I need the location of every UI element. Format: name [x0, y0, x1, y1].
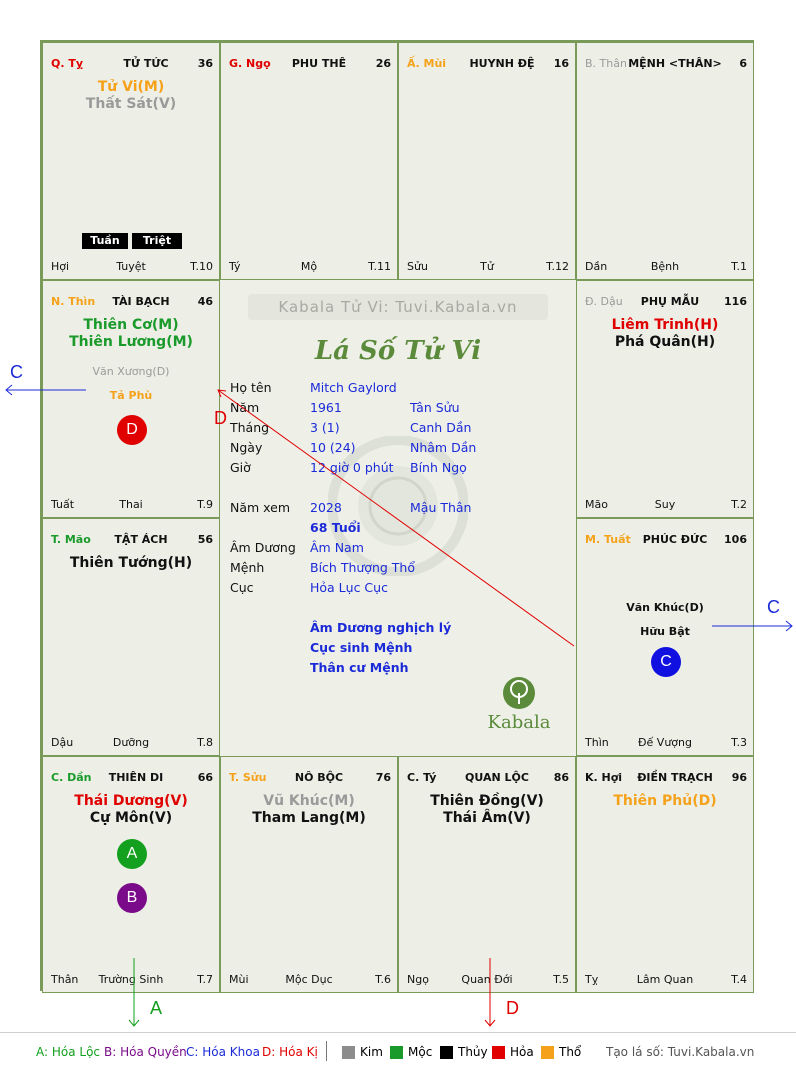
palace-name: QUAN LỘC	[465, 771, 529, 784]
star: Thiên Đồng(V)	[430, 793, 544, 809]
chart-title: Lá Số Tử Vi	[314, 336, 482, 366]
label: Giờ	[230, 460, 251, 475]
legend-hoa-loc: A: Hóa Lộc	[36, 1045, 101, 1059]
life-stage: Dưỡng	[112, 736, 150, 749]
cycle-branch: Thìn	[585, 736, 609, 749]
branch-label: G. Ngọ	[229, 57, 271, 70]
value-can-chi: Tân Sửu	[410, 400, 460, 415]
legend-bar	[0, 1032, 796, 1069]
star: Tham Lang(M)	[252, 810, 366, 826]
palace-name: ĐIỀN TRẠCH	[637, 771, 713, 784]
life-stage: Mộc Dục	[285, 973, 333, 986]
life-stage: Bệnh	[650, 260, 680, 273]
month: T.3	[731, 736, 747, 749]
tho-swatch	[541, 1046, 554, 1059]
legend-divider	[326, 1041, 327, 1061]
arrow-label-bottom-left: A	[150, 998, 163, 1018]
age-text: 68 Tuổi	[310, 520, 361, 535]
palace-name: THIÊN DI	[108, 771, 164, 784]
legend-kim: Kim	[360, 1045, 383, 1059]
value-can-chi: Mậu Thân	[410, 500, 472, 515]
thuy-swatch	[440, 1046, 453, 1059]
palace-name: TÀI BẠCH	[112, 295, 170, 308]
site-watermark: Kabala Tử Vi: Tuvi.Kabala.vn	[248, 294, 548, 320]
cycle-branch: Mão	[585, 498, 608, 511]
hoa-loc-marker: A	[117, 839, 147, 869]
branch-label: M. Tuất	[585, 533, 631, 546]
star: Thiên Lương(M)	[69, 334, 193, 350]
hoa-swatch	[492, 1046, 505, 1059]
life-stage: Tuyệt	[116, 260, 146, 273]
value-can-chi: Bính Ngọ	[410, 460, 467, 475]
legend-hoa: Hỏa	[510, 1045, 534, 1059]
month: T.10	[190, 260, 213, 273]
minor-star: Văn Khúc(D)	[626, 601, 704, 614]
legend-moc: Mộc	[408, 1045, 433, 1059]
age: 116	[724, 295, 747, 308]
value: 1961	[310, 400, 342, 415]
branch-label: Q. Tỵ	[51, 57, 84, 70]
age: 26	[375, 57, 391, 70]
star: Thất Sát(V)	[85, 96, 177, 112]
hoa-khoa-marker: C	[651, 647, 681, 677]
life-stage: Đế Vượng	[638, 736, 692, 749]
life-stage: Mộ	[300, 260, 318, 273]
age: 36	[197, 57, 213, 70]
age: 76	[375, 771, 391, 784]
month: T.2	[731, 498, 747, 511]
value: 12 giờ 0 phút	[310, 460, 394, 475]
life-stage: Tử	[480, 260, 494, 273]
star: Phá Quân(H)	[614, 334, 716, 350]
age: 6	[739, 57, 747, 70]
life-stage: Lâm Quan	[636, 973, 694, 986]
star: Vũ Khúc(M)	[263, 793, 355, 809]
branch-label: Đ. Dậu	[585, 295, 623, 308]
label: Mệnh	[230, 560, 265, 575]
arrow-label-left: C	[10, 362, 23, 382]
branch-label: C. Dần	[51, 771, 92, 784]
kim-swatch	[342, 1046, 355, 1059]
age: 66	[197, 771, 213, 784]
palace-name: TẬT ÁCH	[114, 533, 168, 546]
legend-hoa-quyen: B: Hóa Quyền	[104, 1045, 187, 1059]
life-stage: Suy	[654, 498, 676, 511]
cycle-branch: Tuất	[51, 498, 75, 511]
palace-name: MỆNH <THÂN>	[628, 57, 722, 70]
branch-label: N. Thìn	[51, 295, 96, 308]
minor-star: Tả Phù	[109, 389, 153, 402]
label: Âm Dương	[230, 540, 296, 555]
star: Thiên Cơ(M)	[83, 317, 179, 333]
branch-label: Ấ. Mùi	[407, 57, 447, 70]
cycle-branch: Dần	[585, 260, 608, 273]
legend-tho: Thổ	[559, 1045, 582, 1059]
value: 2028	[310, 500, 342, 515]
age: 86	[553, 771, 569, 784]
kabala-logo-text: Kabala	[487, 712, 551, 733]
star: Thái Âm(V)	[443, 810, 531, 826]
cycle-branch: Hợi	[51, 260, 70, 273]
month: T.6	[375, 973, 391, 986]
month: T.9	[197, 498, 213, 511]
value-can-chi: Canh Dần	[410, 420, 472, 435]
label: Ngày	[230, 440, 263, 455]
tuan-tag: Tuần	[82, 233, 128, 249]
life-stage: Quan Đới	[461, 973, 513, 986]
triet-tag: Triệt	[132, 233, 182, 249]
arrow-label-right: C	[767, 597, 780, 617]
palace-name: PHU THÊ	[291, 57, 347, 70]
value: Âm Nam	[310, 540, 364, 555]
hoa-quyen-marker: B	[117, 883, 147, 913]
branch-label: T. Sửu	[229, 771, 267, 784]
label: Họ tên	[230, 380, 272, 395]
star: Thiên Tướng(H)	[69, 555, 193, 571]
palace-name: PHÚC ĐỨC	[642, 533, 708, 546]
hoa-ki-marker: D	[117, 415, 147, 445]
note: Âm Dương nghịch lý	[310, 620, 452, 635]
star: Liêm Trinh(H)	[611, 317, 719, 333]
cycle-branch: Sửu	[407, 260, 428, 273]
legend-hoa-khoa: C: Hóa Khoa	[186, 1045, 260, 1059]
month: T.11	[368, 260, 391, 273]
star: Cự Môn(V)	[89, 810, 173, 826]
star: Thiên Phủ(D)	[613, 793, 717, 809]
palace-name: TỬ TỨC	[123, 57, 169, 70]
star: Tử Vi(M)	[97, 79, 165, 95]
month: T.4	[731, 973, 747, 986]
value: 3 (1)	[310, 420, 340, 435]
palace-name: PHỤ MẪU	[640, 295, 700, 308]
label: Tháng	[230, 420, 270, 435]
value: Bích Thượng Thổ	[310, 560, 415, 575]
age: 96	[731, 771, 747, 784]
branch-label: K. Hợi	[585, 771, 623, 784]
age: 16	[553, 57, 569, 70]
moc-swatch	[390, 1046, 403, 1059]
cycle-branch: Thân	[51, 973, 79, 986]
star: Thái Dương(V)	[74, 793, 188, 809]
value: 10 (24)	[310, 440, 356, 455]
value: Hỏa Lục Cục	[310, 580, 388, 595]
cycle-branch: Mùi	[229, 973, 249, 986]
value: Mitch Gaylord	[310, 380, 397, 395]
month: T.1	[731, 260, 747, 273]
palace-name: HUYNH ĐỆ	[469, 57, 535, 70]
legend-thuy: Thủy	[458, 1045, 488, 1059]
label: Năm	[230, 400, 260, 415]
cycle-branch: Ngọ	[407, 973, 429, 986]
branch-label: B. Thân	[585, 57, 627, 70]
cycle-branch: Tý	[229, 260, 241, 273]
note: Cục sinh Mệnh	[310, 640, 413, 655]
life-stage: Trường Sinh	[98, 973, 164, 986]
note: Thân cư Mệnh	[310, 660, 409, 675]
branch-label: C. Tý	[407, 771, 437, 784]
age: 106	[724, 533, 747, 546]
palace-name: NÔ BỘC	[294, 771, 344, 784]
label: Cục	[230, 580, 254, 595]
label: Năm xem	[230, 500, 291, 515]
month: T.7	[197, 973, 213, 986]
arrow-label-bottom-right: D	[506, 998, 519, 1018]
legend-hoa-ki: D: Hóa Kị	[262, 1045, 318, 1059]
month: T.5	[553, 973, 569, 986]
minor-star: Hữu Bật	[640, 625, 690, 638]
cycle-branch: Dậu	[51, 736, 74, 749]
branch-label: T. Mão	[51, 533, 91, 546]
cycle-branch: Tỵ	[585, 973, 599, 986]
minor-star: Văn Xương(D)	[92, 365, 170, 378]
arrow-label-diagonal: D	[214, 408, 227, 428]
value-can-chi: Nhâm Dần	[410, 440, 477, 455]
month: T.12	[546, 260, 569, 273]
life-stage: Thai	[119, 498, 143, 511]
age: 46	[197, 295, 213, 308]
site-credit: Tạo lá số: Tuvi.Kabala.vn	[606, 1045, 755, 1059]
month: T.8	[197, 736, 213, 749]
age: 56	[197, 533, 213, 546]
